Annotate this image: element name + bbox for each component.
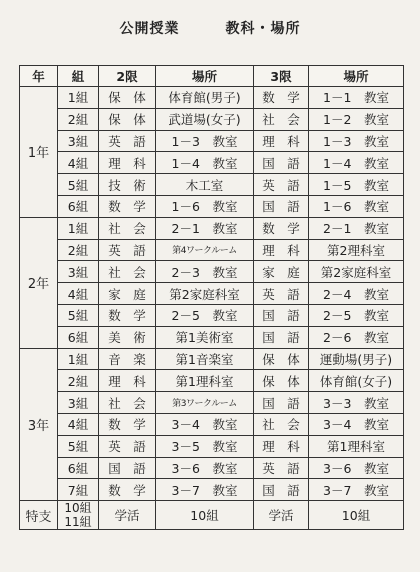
header-period-2: 2限 [99, 66, 156, 87]
period-2-subject: 理 科 [99, 370, 156, 392]
period-3-place: 運動場(男子) [309, 348, 404, 370]
period-3-subject: 数 学 [254, 217, 309, 239]
period-3-place: 2－1 教室 [309, 217, 404, 239]
period-2-subject: 国 語 [99, 457, 156, 479]
header-period-3: 3限 [254, 66, 309, 87]
grade-label: 2年 [20, 217, 58, 348]
period-3-subject: 英 語 [254, 283, 309, 305]
header-place-2: 場所 [156, 66, 254, 87]
period-2-subject: 保 体 [99, 108, 156, 130]
period-2-subject: 社 会 [99, 392, 156, 414]
header-row [20, 66, 404, 87]
period-3-subject: 社 会 [254, 108, 309, 130]
period-2-subject: 家 庭 [99, 283, 156, 305]
class-label: 4組 [58, 413, 99, 435]
class-label: 6組 [58, 195, 99, 217]
period-2-subject: 数 学 [99, 195, 156, 217]
table-row [20, 239, 404, 261]
period-2-subject: 理 科 [99, 152, 156, 174]
tokushi-place-3: 10組 [309, 501, 404, 530]
title-open-class: 公開授業 [119, 21, 180, 37]
table-row [20, 130, 404, 152]
period-3-place: 3－7 教室 [309, 479, 404, 501]
table-row [20, 435, 404, 457]
schedule-body [20, 87, 404, 501]
period-3-place: 1－1 教室 [309, 87, 404, 109]
period-2-subject: 数 学 [99, 304, 156, 326]
class-label: 1組 [58, 348, 99, 370]
period-3-place: 3－3 教室 [309, 392, 404, 414]
tokushi-row [20, 501, 404, 530]
tokushi-class-10: 10組 [64, 501, 92, 516]
period-3-place: 1－5 教室 [309, 174, 404, 196]
table-row [20, 392, 404, 414]
period-3-place: 2－4 教室 [309, 283, 404, 305]
period-3-subject: 国 語 [254, 195, 309, 217]
class-label: 5組 [58, 174, 99, 196]
period-3-place: 3－6 教室 [309, 457, 404, 479]
grade-label: 3年 [20, 348, 58, 501]
period-3-place: 2－6 教室 [309, 326, 404, 348]
table-row [20, 413, 404, 435]
period-2-place: 3－5 教室 [156, 435, 254, 457]
class-label: 5組 [58, 304, 99, 326]
period-3-place: 1－4 教室 [309, 152, 404, 174]
class-label: 7組 [58, 479, 99, 501]
class-label: 3組 [58, 261, 99, 283]
period-2-subject: 美 術 [99, 326, 156, 348]
period-3-subject: 理 科 [254, 435, 309, 457]
table-row [20, 348, 404, 370]
period-3-subject: 国 語 [254, 326, 309, 348]
grade-label-tokushi: 特支 [20, 501, 58, 530]
period-3-subject: 国 語 [254, 304, 309, 326]
page-title [0, 18, 420, 38]
period-3-subject: 理 科 [254, 130, 309, 152]
table-row [20, 261, 404, 283]
class-label: 6組 [58, 457, 99, 479]
tokushi-class-11: 11組 [64, 515, 92, 530]
period-2-place: 1－6 教室 [156, 195, 254, 217]
period-2-place: 1－3 教室 [156, 130, 254, 152]
period-2-place: 第2家庭科室 [156, 283, 254, 305]
class-label: 4組 [58, 152, 99, 174]
table-row [20, 479, 404, 501]
period-3-place: 第2理科室 [309, 239, 404, 261]
period-3-subject: 国 語 [254, 392, 309, 414]
period-3-place: 1－6 教室 [309, 195, 404, 217]
header-class: 組 [58, 66, 99, 87]
schedule-table [19, 65, 404, 530]
period-2-place: 第1理科室 [156, 370, 254, 392]
period-3-place: 1－3 教室 [309, 130, 404, 152]
period-2-place: 木工室 [156, 174, 254, 196]
period-2-subject: 英 語 [99, 435, 156, 457]
table-row [20, 108, 404, 130]
header-place-3: 場所 [309, 66, 404, 87]
class-label: 6組 [58, 326, 99, 348]
table-row [20, 304, 404, 326]
period-3-subject: 国 語 [254, 479, 309, 501]
period-2-subject: 社 会 [99, 217, 156, 239]
period-3-subject: 理 科 [254, 239, 309, 261]
table-row [20, 217, 404, 239]
table-row [20, 370, 404, 392]
header-grade: 年 [20, 66, 58, 87]
period-3-subject: 社 会 [254, 413, 309, 435]
period-2-place: 3－6 教室 [156, 457, 254, 479]
period-2-place: 第3ワークルーム [156, 392, 254, 414]
class-label: 3組 [58, 392, 99, 414]
period-2-place: 2－1 教室 [156, 217, 254, 239]
period-3-subject: 保 体 [254, 348, 309, 370]
period-2-subject: 保 体 [99, 87, 156, 109]
class-label: 2組 [58, 239, 99, 261]
grade-label: 1年 [20, 87, 58, 218]
period-3-subject: 英 語 [254, 174, 309, 196]
class-label: 3組 [58, 130, 99, 152]
period-3-subject: 国 語 [254, 152, 309, 174]
tokushi-classes [58, 501, 99, 530]
period-3-place: 3－4 教室 [309, 413, 404, 435]
period-3-subject: 家 庭 [254, 261, 309, 283]
class-label: 1組 [58, 87, 99, 109]
table-row [20, 457, 404, 479]
period-2-subject: 音 楽 [99, 348, 156, 370]
table-row [20, 87, 404, 109]
tokushi-period-2: 学活 [99, 501, 156, 530]
period-3-place: 第2家庭科室 [309, 261, 404, 283]
period-3-subject: 英 語 [254, 457, 309, 479]
period-3-subject: 数 学 [254, 87, 309, 109]
title-subject-place: 教科・場所 [225, 21, 301, 37]
period-2-subject: 技 術 [99, 174, 156, 196]
tokushi-place-2: 10組 [156, 501, 254, 530]
period-3-subject: 保 体 [254, 370, 309, 392]
period-2-place: 体育館(男子) [156, 87, 254, 109]
table-row [20, 174, 404, 196]
period-2-place: 2－5 教室 [156, 304, 254, 326]
period-2-subject: 社 会 [99, 261, 156, 283]
period-3-place: 第1理科室 [309, 435, 404, 457]
class-label: 4組 [58, 283, 99, 305]
class-label: 2組 [58, 108, 99, 130]
period-2-subject: 英 語 [99, 130, 156, 152]
period-2-place: 第1美術室 [156, 326, 254, 348]
period-2-place: 武道場(女子) [156, 108, 254, 130]
period-2-place: 第4ワークルーム [156, 239, 254, 261]
period-2-place: 第1音楽室 [156, 348, 254, 370]
class-label: 2組 [58, 370, 99, 392]
table-row [20, 152, 404, 174]
table-row [20, 326, 404, 348]
period-2-subject: 英 語 [99, 239, 156, 261]
class-label: 5組 [58, 435, 99, 457]
table-row [20, 283, 404, 305]
period-3-place: 2－5 教室 [309, 304, 404, 326]
class-label: 1組 [58, 217, 99, 239]
period-2-subject: 数 学 [99, 413, 156, 435]
period-3-place: 体育館(女子) [309, 370, 404, 392]
period-3-place: 1－2 教室 [309, 108, 404, 130]
period-2-place: 3－4 教室 [156, 413, 254, 435]
period-2-subject: 数 学 [99, 479, 156, 501]
period-2-place: 1－4 教室 [156, 152, 254, 174]
period-2-place: 3－7 教室 [156, 479, 254, 501]
period-2-place: 2－3 教室 [156, 261, 254, 283]
table-row [20, 195, 404, 217]
tokushi-period-3: 学活 [254, 501, 309, 530]
